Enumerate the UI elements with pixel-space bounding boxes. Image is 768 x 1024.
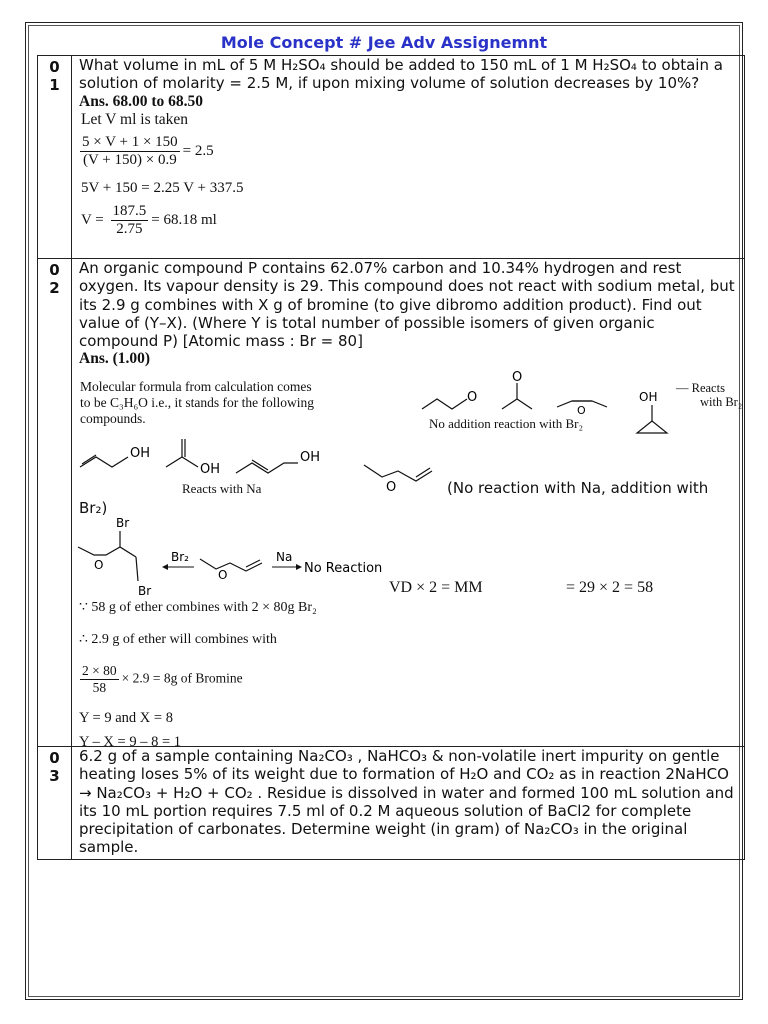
dibromo-bond (78, 547, 136, 557)
bromine-calculation (77, 663, 243, 696)
y-minus-x-result: Y – X = 9 – 8 = 1 (79, 734, 182, 750)
bromination-scheme-diagram (76, 515, 396, 603)
na-arrow-label: Na (276, 550, 293, 564)
calc-rest: × 2.9 = 8g of Bromine (121, 670, 243, 686)
na-arrowhead (296, 564, 302, 570)
question-row-2 (38, 259, 745, 747)
question-number-1 (38, 56, 72, 259)
question-text-2: An organic compound P contains 62.07% carbon and 10.34% hydrogen and rest oxygen. Its vapour density is 29. This compound does not react with sodium metal, but its 2.9 g combines with X g of bromine (to give dibromo addition product). Find out value of (Y–X). (Where Y is total number of possible isomers of given organic compound P) [Atomic mass : Br = 80] (79, 259, 735, 351)
eq1-denominator: (V + 150) × 0.9 (80, 151, 180, 169)
vinyl-ether-diagram (362, 457, 452, 495)
solution-1-equation-1 (77, 134, 744, 178)
allyl-alcohol-bond (80, 457, 128, 467)
molar-mass-value: = 29 × 2 = 58 (566, 579, 654, 596)
eq3-lhs: V = (81, 211, 104, 228)
enol-bond (166, 457, 198, 467)
page-title: Mole Concept # Jee Adv Assignemnt (220, 33, 548, 52)
since-line: ∵ 58 g of ether combines with 2 × 80g Br₂ (79, 600, 317, 615)
question-number-top: 0 (49, 749, 60, 767)
solution-1-intro: Let V ml is taken (81, 110, 189, 128)
eq3-rhs: = 68.18 ml (151, 211, 217, 228)
eq3-numerator: 187.5 (112, 202, 147, 219)
propenol-oh-label: OH (300, 450, 321, 465)
ether-o-label: O (218, 568, 228, 582)
answer-1: Ans. 68.00 to 68.50 (79, 92, 204, 110)
acetone-o-label: O (512, 370, 523, 385)
enol-oh-label: OH (200, 462, 221, 477)
reacts-with-na-label: Reacts with Na (182, 481, 262, 496)
propanal-bond (422, 399, 467, 409)
propanal-o-label: O (467, 390, 478, 405)
question-row-1 (38, 56, 745, 259)
vinyl-ether-double-bond (416, 468, 430, 477)
solution-1-equation-2: 5V + 150 = 2.25 V + 337.5 (81, 179, 244, 196)
acetone-bond (502, 399, 532, 409)
allyl-alcohol-oh-label: OH (130, 446, 151, 461)
molecular-formula-text (80, 379, 314, 427)
question-text-1: What volume in mL of 5 M H₂SO₄ should be added to 150 mL of 1 M H₂SO₄ to obtain a solution of molarity = 2.5 M, if upon mixing volume of solution decreases by 10%? (79, 56, 723, 93)
br2-arrow-label: Br₂ (171, 550, 189, 564)
ether-bond (200, 559, 262, 571)
no-reaction-label: No Reaction (304, 561, 383, 576)
therefore-line: ∴ 2.9 g of ether will combines with (79, 632, 277, 647)
question-number-bottom: 2 (49, 279, 60, 297)
solution-1-equation-3 (81, 203, 744, 238)
no-addition-label: No addition reaction with Br₂ (429, 416, 584, 431)
question-row-3 (38, 747, 745, 860)
y-x-values: Y = 9 and X = 8 (79, 710, 173, 726)
questions-table (37, 55, 745, 860)
calc-numerator: 2 × 80 (82, 663, 117, 678)
vinyl-ether-o-label: O (386, 480, 397, 495)
dibromo-o-label: O (94, 558, 104, 572)
br-label-top: Br (116, 516, 130, 530)
propenol-bond (236, 463, 298, 473)
eq1-numerator: 5 × V + 1 × 150 (82, 133, 178, 150)
cyclopropanol-oh-label: OH (639, 390, 658, 404)
question-number-3 (38, 747, 72, 860)
answer-2: Ans. (1.00) (79, 350, 151, 368)
br-label-bottom: Br (138, 584, 152, 598)
question-text-3: 6.2 g of a sample containing Na₂CO₃ , NaHCO₃ & non-volatile inert impurity on gentle heating loses 5% of its weight due to formation of H₂O and CO₂ as in reaction 2NaHCO → Na₂CO₃ + H₂O + CO₂ . Residue is dissolved in water and formed 100 mL solution and its 10 mL portion requires 7.5 ml of 0.2 M aqueous solution of BaCl2 for complete precipitation of carbonates. Determine weight (in gram) of Na₂CO₃ in the original sample. (79, 747, 734, 857)
br2-arrowhead (162, 564, 168, 570)
vapour-density-equation: VD × 2 = MM (389, 579, 483, 596)
question-number-top: 0 (49, 261, 60, 279)
question-number-bottom: 1 (49, 76, 60, 94)
br-bond-bottom (136, 557, 138, 581)
reacts-line-1: — Reacts (676, 381, 725, 395)
ether-double-bond (246, 560, 260, 567)
question-number-top: 0 (49, 58, 60, 76)
epoxide-o-label: O (577, 404, 586, 417)
question-number-bottom: 3 (49, 767, 60, 785)
no-reaction-note-2: Br₂) (79, 499, 108, 517)
reacts-with-br2-label (676, 381, 742, 409)
allyl-alcohol-double-bond (82, 455, 96, 464)
eq1-rhs: = 2.5 (182, 142, 214, 159)
question-number-2 (38, 259, 72, 747)
reacts-line-2: with Br₂ (700, 395, 743, 409)
calc-denominator: 58 (80, 679, 119, 696)
eq3-denominator: 2.75 (111, 220, 149, 238)
mf-line-3: compounds. (80, 411, 146, 426)
mf-line-2: to be C₃H₆O i.e., it stands for the following (80, 395, 315, 410)
mf-line-1: Molecular formula from calculation comes (80, 379, 312, 394)
no-reaction-note-1: (No reaction with Na, addition with (447, 479, 709, 497)
cyclopropane-ring (637, 421, 667, 433)
